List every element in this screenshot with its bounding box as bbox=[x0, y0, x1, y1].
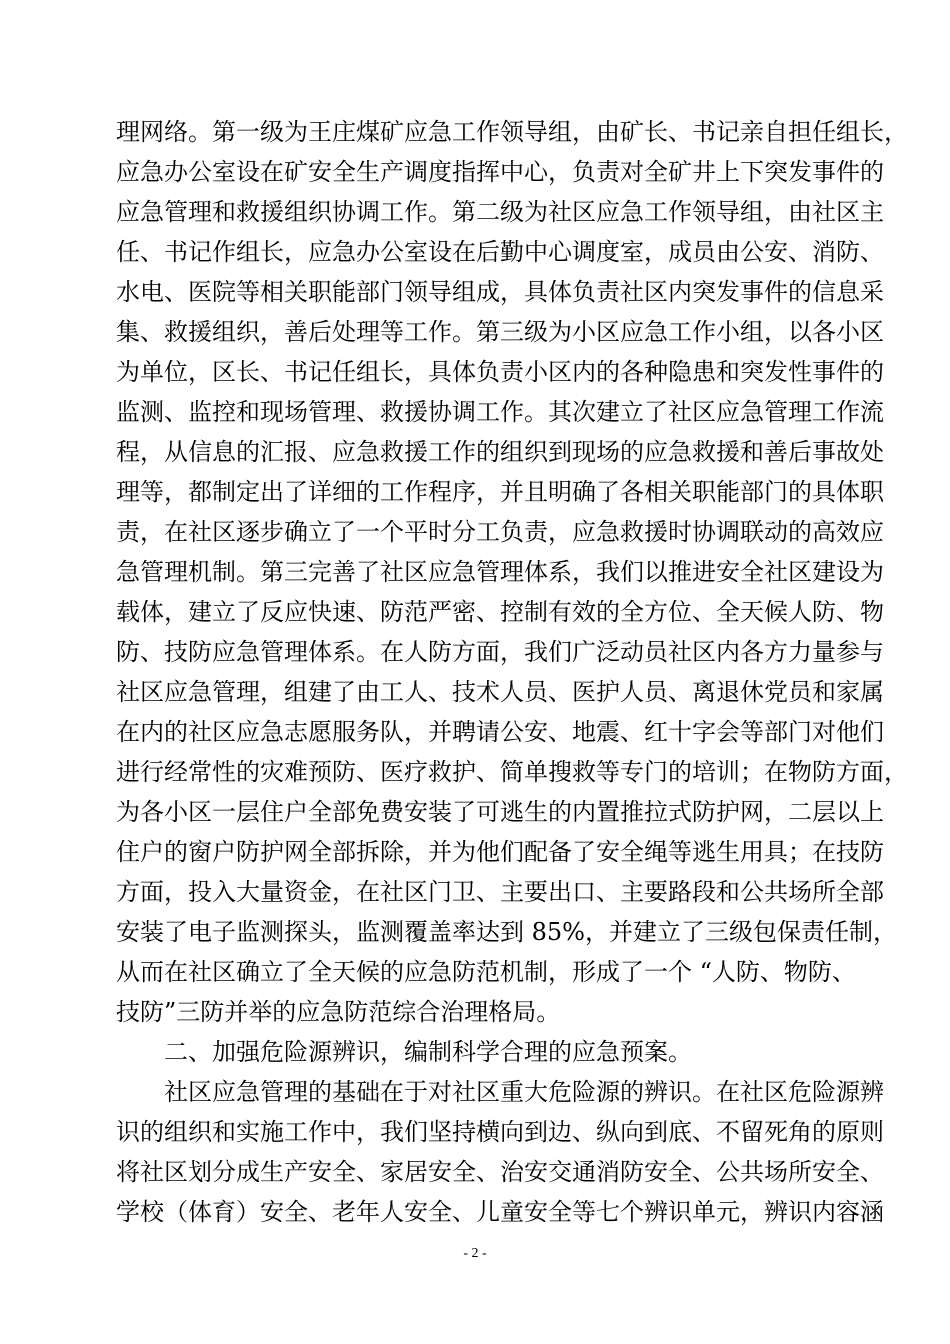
text-line: 理网络。第一级为王庄煤矿应急工作领导组，由矿长、书记亲自担任组长， bbox=[116, 118, 908, 146]
text-line: 理等，都制定出了详细的工作程序，并且明确了各相关职能部门的具体职 bbox=[116, 478, 884, 506]
section-heading: 二、加强危险源辨识，编制科学合理的应急预案。 bbox=[164, 1038, 692, 1066]
text-line: 识的组织和实施工作中，我们坚持横向到边、纵向到底、不留死角的原则 bbox=[116, 1118, 884, 1146]
text-line: 社区应急管理的基础在于对社区重大危险源的辨识。在社区危险源辨 bbox=[164, 1078, 884, 1106]
text-line: 为各小区一层住户全部免费安装了可逃生的内置推拉式防护网，二层以上 bbox=[116, 798, 884, 826]
text-line: 学校（体育）安全、老年人安全、儿童安全等七个辨识单元，辨识内容涵 bbox=[116, 1198, 884, 1226]
text-line: 应急办公室设在矿安全生产调度指挥中心，负责对全矿井上下突发事件的 bbox=[116, 158, 884, 186]
text-line: 从而在社区确立了全天候的应急防范机制，形成了一个 “人防、物防、 bbox=[116, 958, 856, 986]
text-line: 方面，投入大量资金，在社区门卫、主要出口、主要路段和公共场所全部 bbox=[116, 878, 884, 906]
text-line: 住户的窗户防护网全部拆除，并为他们配备了安全绳等逃生用具；在技防 bbox=[116, 838, 884, 866]
text-line: 应急管理和救援组织协调工作。第二级为社区应急工作领导组，由社区主 bbox=[116, 198, 884, 226]
text-line: 责，在社区逐步确立了一个平时分工负责，应急救援时协调联动的高效应 bbox=[116, 518, 884, 546]
text-line: 任、书记作组长，应急办公室设在后勤中心调度室，成员由公安、消防、 bbox=[116, 238, 884, 266]
text-line: 技防”三防并举的应急防范综合治理格局。 bbox=[116, 998, 561, 1026]
text-line: 在内的社区应急志愿服务队，并聘请公安、地震、红十字会等部门对他们 bbox=[116, 718, 884, 746]
text-line: 水电、医院等相关职能部门领导组成，具体负责社区内突发事件的信息采 bbox=[116, 278, 884, 306]
text-line: 进行经常性的灾难预防、医疗救护、简单搜救等专门的培训；在物防方面， bbox=[116, 758, 908, 786]
text-line: 急管理机制。第三完善了社区应急管理体系，我们以推进安全社区建设为 bbox=[116, 558, 884, 586]
text-line: 将社区划分成生产安全、家居安全、治安交通消防安全、公共场所安全、 bbox=[116, 1158, 884, 1186]
text-line: 为单位，区长、书记任组长，具体负责小区内的各种隐患和突发性事件的 bbox=[116, 358, 884, 386]
text-line: 安装了电子监测探头，监测覆盖率达到 85%，并建立了三级包保责任制， bbox=[116, 918, 897, 946]
page-number: - 2 - bbox=[463, 1246, 487, 1261]
text-line: 社区应急管理，组建了由工人、技术人员、医护人员、离退休党员和家属 bbox=[116, 678, 884, 706]
text-line: 监测、监控和现场管理、救援协调工作。其次建立了社区应急管理工作流 bbox=[116, 398, 884, 426]
text-line: 集、救援组织，善后处理等工作。第三级为小区应急工作小组，以各小区 bbox=[116, 318, 884, 346]
text-line: 防、技防应急管理体系。在人防方面，我们广泛动员社区内各方力量参与 bbox=[116, 638, 884, 666]
text-line: 程，从信息的汇报、应急救援工作的组织到现场的应急救援和善后事故处 bbox=[116, 438, 884, 466]
text-line: 载体，建立了反应快速、防范严密、控制有效的全方位、全天候人防、物 bbox=[116, 598, 884, 626]
